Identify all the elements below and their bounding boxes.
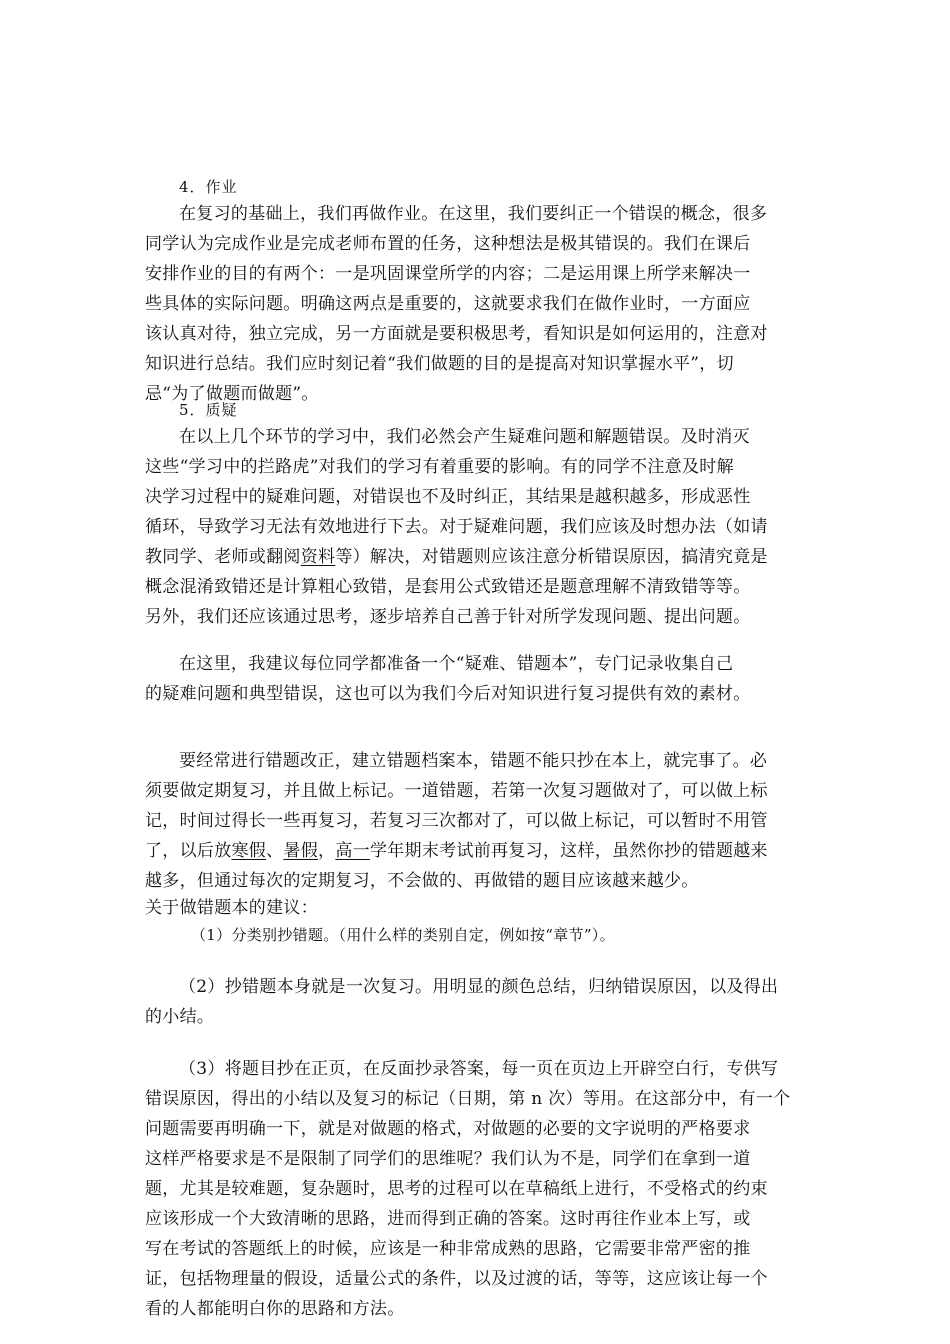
senior-one-link[interactable]: 高一 — [335, 841, 370, 861]
tip-item: （1）分类别抄错题。（用什么样的类别自定，例如按“章节”）。 — [191, 926, 615, 944]
paragraph-line: 看的人都能明白你的思路和方法。 — [145, 1299, 405, 1319]
paragraph-line: 该认真对待，独立完成，另一方面就是要积极思考，看知识是如何运用的，注意对 — [145, 324, 768, 344]
tip-item: （2）抄错题本身就是一次复习。用明显的颜色总结，归纳错误原因，以及得出 — [179, 977, 779, 997]
line-text: 学年期末考试前再复习，这样，虽然你抄的错题越来 — [369, 841, 768, 861]
paragraph-line: 错误原因，得出的小结以及复习的标记（日期，第 n 次）等用。在这部分中，有一个 — [145, 1089, 791, 1109]
paragraph-line: 在这里，我建议每位同学都准备一个“疑难、错题本”，专门记录收集自己 — [179, 654, 734, 674]
section-heading-homework: 4．作业 — [179, 178, 238, 196]
paragraph-line: 忌“为了做题而做题”。 — [145, 384, 319, 404]
line-text: 、 — [266, 841, 284, 861]
paragraph-line: 记，时间过得长一些再复习，若复习三次都对了，可以做上标记，可以暂时不用管 — [145, 811, 768, 831]
paragraph-line: 同学认为完成作业是完成老师布置的任务，这种想法是极其错误的。我们在课后 — [145, 234, 751, 254]
paragraph-line: 的疑难问题和典型错误，这也可以为我们今后对知识进行复习提供有效的素材。 — [145, 684, 751, 704]
paragraph-line: 的小结。 — [145, 1007, 215, 1027]
line-text: 等）解决，对错题则应该注意分析错误原因，搞清究竟是 — [335, 547, 768, 567]
paragraph-line: 另外，我们还应该通过思考，逐步培养自己善于针对所学发现问题、提出问题。 — [145, 607, 751, 627]
paragraph-line: 这些“学习中的拦路虎”对我们的学习有着重要的影响。有的同学不注意及时解 — [145, 457, 734, 477]
paragraph-line: 循环，导致学习无法有效地进行下去。对于疑难问题，我们应该及时想办法（如请 — [145, 517, 768, 537]
paragraph-line: 些具体的实际问题。明确这两点是重要的，这就要求我们在做作业时，一方面应 — [145, 294, 751, 314]
paragraph-line: 概念混淆致错还是计算粗心致错，是套用公式致错还是题意理解不清致错等等。 — [145, 577, 751, 597]
paragraph-line: 要经常进行错题改正，建立错题档案本，错题不能只抄在本上，就完事了。必 — [179, 751, 768, 771]
line-text: 教同学、老师或翻阅 — [145, 547, 301, 567]
paragraph-line: 问题需要再明确一下，就是对做题的格式，对做题的必要的文字说明的严格要求 — [145, 1119, 751, 1139]
line-text: 了，以后放 — [145, 841, 232, 861]
paragraph-line: 在复习的基础上，我们再做作业。在这里，我们要纠正一个错误的概念，很多 — [179, 204, 768, 224]
paragraph-line: 关于做错题本的建议： — [145, 898, 318, 918]
paragraph-line: 决学习过程中的疑难问题，对错误也不及时纠正，其结果是越积越多，形成恶性 — [145, 487, 751, 507]
paragraph-line — [145, 836, 815, 866]
paragraph-line: 这样严格要求是不是限制了同学们的思维呢？我们认为不是，同学们在拿到一道 — [145, 1149, 751, 1169]
summer-vacation-link[interactable]: 暑假 — [283, 841, 319, 861]
section-heading-questioning: 5．质疑 — [179, 401, 238, 419]
paragraph-line: 知识进行总结。我们应时刻记着“我们做题的目的是提高对知识掌握水平”，切 — [145, 354, 734, 374]
paragraph-line: 应该形成一个大致清晰的思路，进而得到正确的答案。这时再往作业本上写，或 — [145, 1209, 751, 1229]
winter-vacation-link[interactable]: 寒假 — [231, 841, 267, 861]
paragraph-line: 题，尤其是较难题，复杂题时，思考的过程可以在草稿纸上进行，不受格式的约束 — [145, 1179, 768, 1199]
paragraph-line: 越多，但通过每次的定期复习，不会做的、再做错的题目应该越来越少。 — [145, 871, 699, 891]
materials-link[interactable]: 资料 — [300, 547, 336, 567]
paragraph-line: 须要做定期复习，并且做上标记。一道错题，若第一次复习题做对了，可以做上标 — [145, 781, 768, 801]
paragraph-line — [145, 542, 815, 572]
tip-item: （3）将题目抄在正页，在反面抄录答案，每一页在页边上开辟空白行，专供写 — [179, 1059, 779, 1079]
paragraph-line: 安排作业的目的有两个：一是巩固课堂所学的内容；二是运用课上所学来解决一 — [145, 264, 751, 284]
paragraph-line: 写在考试的答题纸上的时候，应该是一种非常成熟的思路，它需要非常严密的推 — [145, 1239, 751, 1259]
paragraph-line: 在以上几个环节的学习中，我们必然会产生疑难问题和解题错误。及时消灭 — [179, 427, 750, 447]
line-text: ， — [318, 841, 336, 861]
paragraph-line: 证，包括物理量的假设，适量公式的条件，以及过渡的话，等等，这应该让每一个 — [145, 1269, 768, 1289]
